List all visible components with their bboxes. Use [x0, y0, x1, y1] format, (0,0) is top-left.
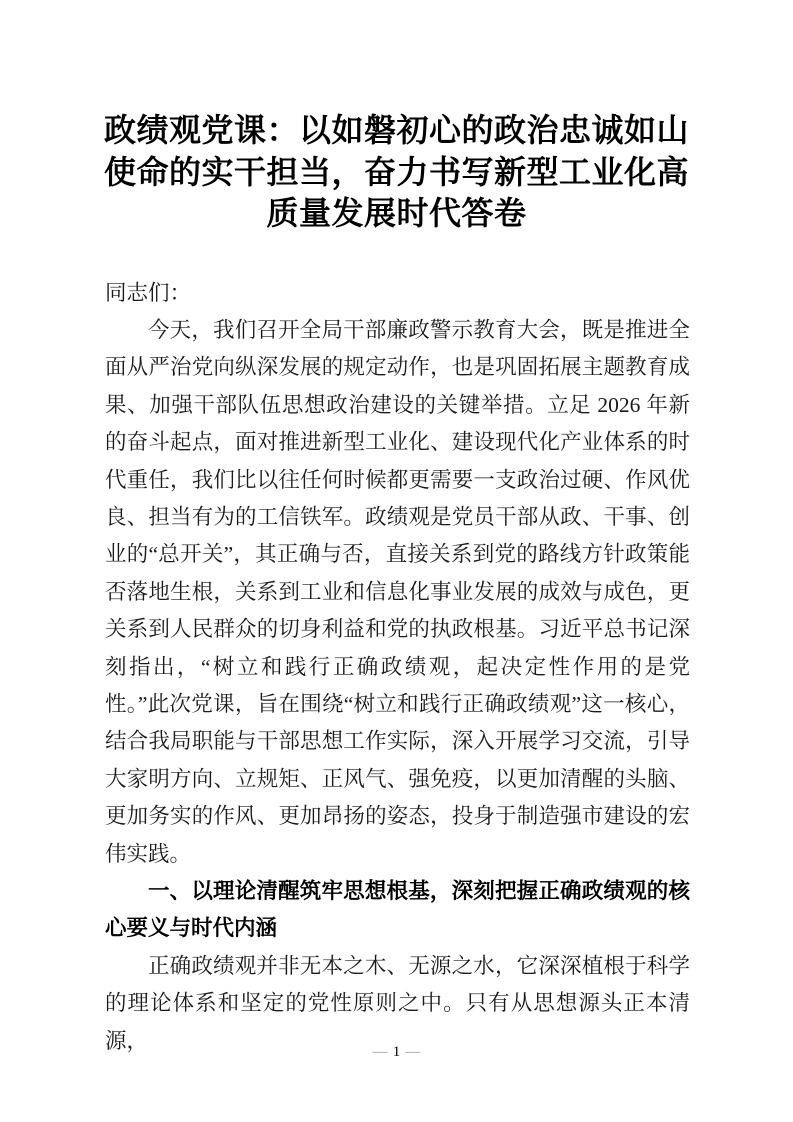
document-body [105, 275, 690, 1061]
document-title-line: 使命的实干担当，奋力书写新型工业化高 [103, 153, 689, 190]
page-footer [0, 1044, 793, 1060]
footer-left-dash: — [372, 1044, 388, 1060]
section-heading-1: 一、以理论清醒筑牢思想根基，深刻把握正确政绩观的核心要义与时代内涵 [105, 879, 690, 941]
document-title [88, 110, 705, 235]
document-title-line: 质量发展时代答卷 [266, 195, 527, 231]
paragraph: 正确政绩观并非无本之木、无源之水，它深深植根于科学的理论体系和坚定的党性原则之中。只有从思想源头正本清源， [105, 953, 690, 1053]
footer-right-dash: — [405, 1044, 421, 1060]
salutation: 同志们： [105, 280, 192, 305]
document-title-line: 政绩观党课：以如磐初心的政治忠诚如山 [103, 112, 689, 148]
paragraph: 今天，我们召开全局干部廉政警示教育大会，既是推进全面从严治党向纵深发展的规定动作，也是巩固拓展主题教育成果、加强干部队伍思想政治建设的关键举措。立足 2026 年新的奋斗起点，面对推进新型工业化、建设现代化产业体系的时代重任，我们比以往任何时候都更需要一支政治过硬、作风优良、担当有为的工信铁军。政绩观是党员干部从政、干事、创业的“总开关”，其正确与否，直接关系到党的路线方针政策能否落地生根，关系到工业和信息化事业发展的成效与成色，更关系到人民群众的切身利益和党的执政根基。习近平总书记深刻指出，“树立和践行正确政绩观，起决定性作用的是党性。”此次党课，旨在围绕“树立和践行正确政绩观”这一核心，结合我局职能与干部思想工作实际，深入开展学习交流，引导大家明方向、立规矩、正风气、强免疫，以更加清醒的头脑、更加务实的作风、更加昂扬的姿态，投身于制造强市建设的宏伟实践。 [105, 317, 690, 866]
page-number: 1 [392, 1044, 401, 1060]
